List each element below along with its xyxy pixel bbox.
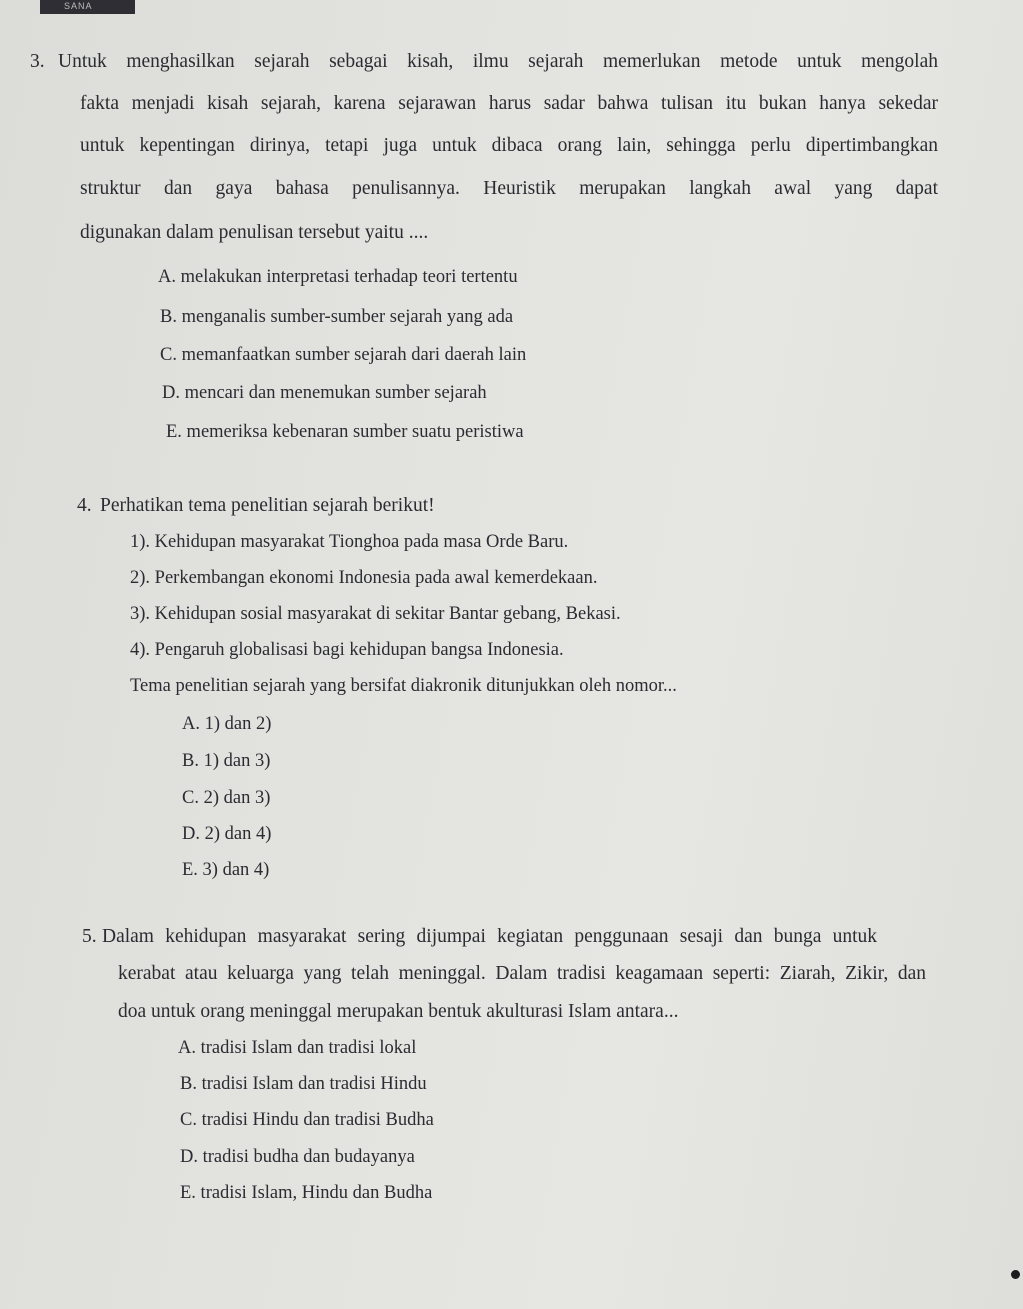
top-dark-strip: [40, 0, 135, 14]
q4-option-d[interactable]: D. 2) dan 4): [182, 824, 272, 844]
q3-stem-line-4: struktur dan gaya bahasa penulisannya. Heuristik merupakan langkah awal yang dapat: [80, 178, 938, 199]
q5-option-c[interactable]: C. tradisi Hindu dan tradisi Budha: [180, 1110, 434, 1130]
q3-option-b[interactable]: B. menganalis sumber-sumber sejarah yang ada: [160, 307, 514, 327]
q4-item-2: 2). Perkembangan ekonomi Indonesia pada awal kemerdekaan.: [130, 568, 598, 588]
q4-option-b[interactable]: B. 1) dan 3): [182, 751, 271, 771]
q5-option-a[interactable]: A. tradisi Islam dan tradisi lokal: [178, 1038, 417, 1058]
q5-stem-line-3: doa untuk orang meninggal merupakan bentuk akulturasi Islam antara...: [118, 1001, 679, 1022]
q3-option-c[interactable]: C. memanfaatkan sumber sejarah dari daerah lain: [160, 345, 527, 365]
header-strip-text: SANA: [64, 1, 93, 11]
q3-stem-line-5: digunakan dalam penulisan tersebut yaitu ....: [80, 222, 429, 243]
q3-option-d[interactable]: D. mencari dan menemukan sumber sejarah: [162, 383, 487, 403]
q4-option-c[interactable]: C. 2) dan 3): [182, 788, 271, 808]
q5-option-b[interactable]: B. tradisi Islam dan tradisi Hindu: [180, 1074, 427, 1094]
q3-number: 3.: [30, 51, 45, 72]
q3-stem-line-2: fakta menjadi kisah sejarah, karena sejarawan harus sadar bahwa tulisan itu bukan hanya sekedar: [80, 93, 938, 114]
q5-stem-line-1: Dalam kehidupan masyarakat sering dijumpai kegiatan penggunaan sesaji dan bunga untuk: [102, 926, 877, 947]
q4-option-e[interactable]: E. 3) dan 4): [182, 860, 270, 880]
q4-number: 4.: [77, 495, 92, 516]
q5-option-d[interactable]: D. tradisi budha dan budayanya: [180, 1147, 415, 1167]
q3-option-a[interactable]: A. melakukan interpretasi terhadap teori tertentu: [158, 267, 518, 287]
q3-stem-line-1: Untuk menghasilkan sejarah sebagai kisah, ilmu sejarah memerlukan metode untuk mengolah: [58, 51, 938, 72]
ink-dot: [1011, 1270, 1020, 1279]
q4-item-4: 4). Pengaruh globalisasi bagi kehidupan bangsa Indonesia.: [130, 640, 564, 660]
q4-item-1: 1). Kehidupan masyarakat Tionghoa pada masa Orde Baru.: [130, 532, 569, 552]
q3-stem-line-3: untuk kepentingan dirinya, tetapi juga untuk dibaca orang lain, sehingga perlu dipertimbangkan: [80, 135, 938, 156]
q3-option-e[interactable]: E. memeriksa kebenaran sumber suatu peristiwa: [166, 422, 524, 442]
q5-option-e[interactable]: E. tradisi Islam, Hindu dan Budha: [180, 1183, 433, 1203]
q5-stem-line-2: kerabat atau keluarga yang telah meninggal. Dalam tradisi keagamaan seperti: Ziarah, Zikir, dan: [118, 963, 926, 984]
q5-number: 5.: [82, 926, 97, 947]
q4-option-a[interactable]: A. 1) dan 2): [182, 714, 272, 734]
q4-question: Tema penelitian sejarah yang bersifat diakronik ditunjukkan oleh nomor...: [130, 676, 677, 696]
q4-title: Perhatikan tema penelitian sejarah berikut!: [100, 495, 435, 516]
q4-item-3: 3). Kehidupan sosial masyarakat di sekitar Bantar gebang, Bekasi.: [130, 604, 621, 624]
